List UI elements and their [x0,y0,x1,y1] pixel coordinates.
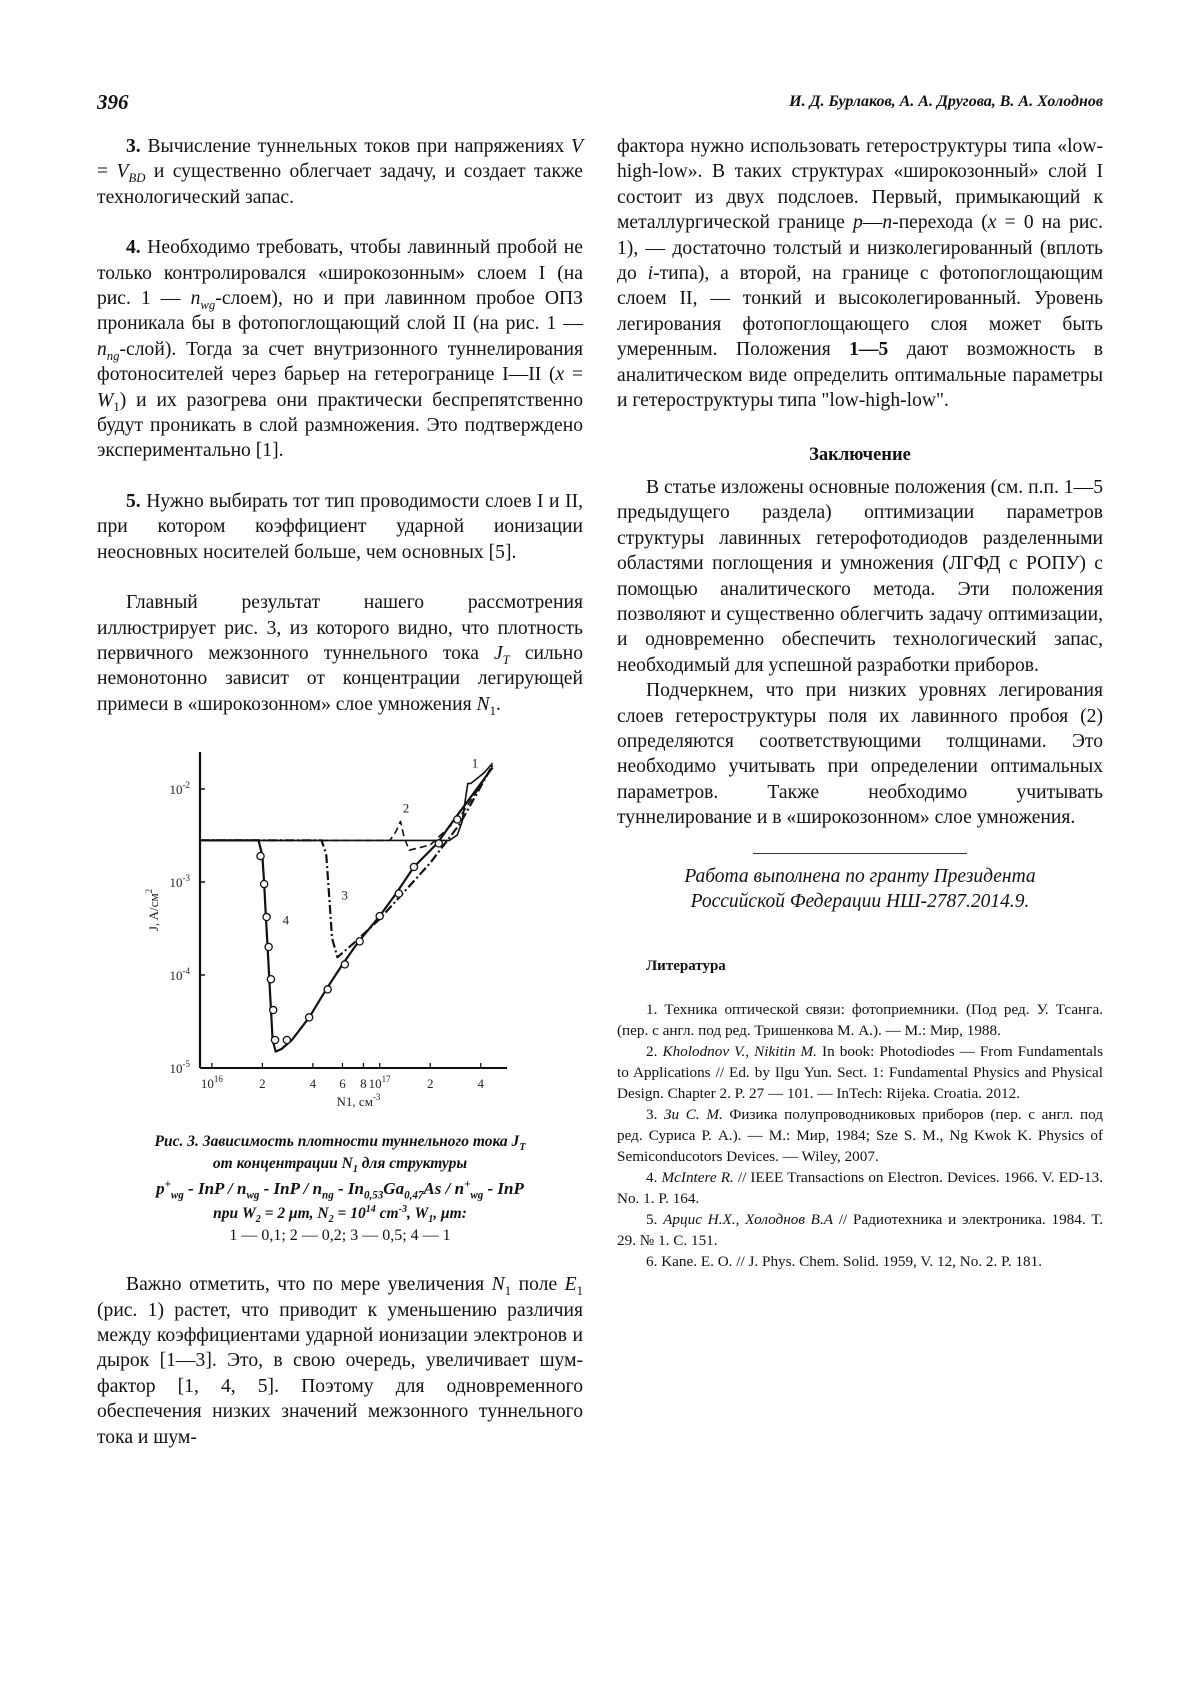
math-var: E [564,1274,577,1296]
x-tick-label: $10^{16}$ [200,1074,223,1092]
series-4-marker [271,1037,278,1044]
x-axis-title-exponent: -3 [372,1092,381,1103]
y-axis-title: J, $A/см^2$ [144,888,161,932]
math-sub: BD [128,171,146,186]
text: дают возможность в аналитическом виде определить оптимальные параметры и гетероструктуры типа "low-high-low". [617,339,1103,412]
series-4-marker [283,1037,290,1044]
ref-text: In book: Photodiodes — From Fundamentals to Applications // Ed. by Ilgu Yun. Sect. 1: Fundamental Physics and Physical Design. Chapter 2. P. 27 — 101. — InTech: Rijeka. Croatia. 2012. [617,1042,1103,1102]
math-sub: 1 [504,1284,512,1299]
text: = [564,364,584,386]
ref-num: 1. [646,1000,658,1018]
text: Вычисление туннельных токов при напряжениях [140,136,572,157]
series-4-marker [265,944,272,951]
text: ) и их разогрева они практически беспрепятственно будут проникать в слой размножения. Это подтверждено экспериментально [1]. [97,389,583,462]
math-sub: 2 [255,1214,261,1226]
series-4-marker [270,1007,277,1014]
section-title-conclusion: Заключение [809,445,911,466]
text: = 10 [333,1205,366,1223]
chart-svg [97,737,583,1127]
caption-line-1 [97,1131,583,1153]
series-4-marker [257,853,264,860]
y-tick-label: $10^{-4}$ [169,966,190,984]
ref-num: 5. [646,1210,658,1228]
math-sup: + [464,1178,471,1191]
bold-text: 1—5 [849,339,889,361]
math-sup: 14 [365,1203,376,1215]
reference-item [617,1209,1103,1251]
chart-axes [200,752,507,1068]
ref-authors: Kholodnov V., Nikitin M. [657,1042,817,1060]
y-tick-label: $10^{-3}$ [169,873,190,891]
math-var: i [647,263,654,285]
math-var: x [555,364,565,386]
text: cm [375,1205,399,1223]
math-sub: 0,47 [404,1189,424,1202]
text: p [156,1179,165,1199]
text: для структуры [357,1155,468,1173]
math-sub: 1 [576,1284,584,1299]
x-tick-label: 4 [477,1076,484,1092]
series-4-marker [395,890,402,897]
math-sub: wg [170,1189,184,1202]
text: = [97,161,117,183]
x-tick-exponent: 17 [381,1074,391,1085]
text: . [495,693,501,715]
text: -перехода ( [892,212,988,234]
divider [753,853,967,854]
text: Нужно выбирать тот тип проводимости слоев I и II, при котором коэффициент ударной ионизации неосновных носителей больше, чем основных [5]. [97,490,583,563]
math-var: n [97,338,107,360]
right-column [617,134,1103,1272]
y-tick-exponent: -2 [182,780,190,791]
series-4-marker [324,986,331,993]
math-var: N [476,693,490,715]
text: = 2 μm, N [260,1205,329,1223]
text: Ga [383,1179,405,1199]
text: -слой). Тогда за счет внутризонного туннелирования фотоносителей через барьер на гетерогранице I—II ( [97,338,583,386]
math-var: p [852,212,863,234]
series-4-marker [263,914,270,921]
math-var: V [571,136,583,157]
paragraph-item-5 [97,489,583,565]
grant-acknowledgement-line-1: Работа выполнена по гранту Президента [684,865,1036,887]
x-tick-label: 4 [309,1076,317,1092]
paragraph-item-4 [97,235,583,464]
caption-structure-formula [97,1175,583,1203]
ref-num: 4. [646,1168,658,1186]
series-3-label: 3 [341,887,348,903]
caption-line-2 [97,1153,583,1175]
math-sub: 1 [489,703,496,718]
y-axis-title-exponent: 2 [144,888,154,894]
x-tick-exponent: 16 [213,1074,223,1085]
paragraph-main-result [97,590,583,717]
item-number: 3. [126,136,141,157]
series-3-line [200,765,493,957]
reference-list [617,999,1103,1272]
math-sup: -3 [398,1203,407,1215]
math-sub: wg [200,297,216,312]
series-4-label: 4 [282,912,290,928]
x-tick-label: 2 [426,1076,434,1092]
math-sub: 0,53 [363,1189,384,1202]
text: и существенно облегчает задачу, и создает также технологический запас. [97,161,583,208]
text: -типа), а второй, на границе с фотопоглощающим слоем II, — тонкий и высоколегированный. Уровень легирования фотопоглощающего слоя может быть умеренным. Положения [617,263,1103,361]
text: поле [511,1274,565,1296]
math-sub: 1 [352,1164,358,1176]
series-4-marker [410,864,417,871]
caption-legend: 1 — 0,1; 2 — 0,2; 3 — 0,5; 4 — 1 [229,1227,451,1245]
math-sub: wg [246,1189,260,1202]
text: , μm: [433,1205,467,1223]
item-number: 5. [126,490,141,512]
paragraph-conclusion-2: Подчеркнем, что при низких уровнях легирования слоев гетероструктуры поля их лавинного пробоя (2) определяются соответствующими толщинами. Это необходимо учитывать при определении оптимальных параметров. Также необходимо учитывать туннелирование и в «широкозонном» слое умножения. [617,680,1103,829]
x-tick-label: 6 [339,1076,346,1092]
text: - InP [483,1179,524,1199]
math-sup: + [164,1178,171,1191]
math-sub: ng [106,348,120,363]
math-sub: T [519,1142,526,1154]
ref-num: 6. [646,1252,658,1270]
chart-curves [200,763,493,1052]
ref-authors: McIntere R. [657,1168,734,1186]
series-4-marker [261,881,268,888]
text: - InP / n [259,1179,323,1199]
series-1-label: 1 [471,755,479,771]
ref-text: // Радиотехника и электроника. 1984. Т. 29. № 1. С. 151. [617,1210,1103,1249]
text: Главный результат нашего рассмотрения иллюстрирует рис. 3, из которого видно, что плотность первичного межзонного туннельного тока [97,592,583,664]
math-var: V [116,161,129,183]
x-tick-label: $10^{17}$ [368,1074,391,1092]
text: Рис. 3. Зависимость плотности туннельного тока J [154,1133,520,1151]
series-2-label: 2 [402,800,410,816]
y-tick-label: $10^{-2}$ [169,780,190,798]
y-tick-exponent: -4 [182,966,190,977]
paragraph-continuation [617,134,1103,413]
text: Необходимо требовать, чтобы лавинный пробой не только контролировался «широкозонным» слоем I (на рис. 1 — [97,237,583,310]
series-4-marker [356,938,363,945]
figure-3 [97,737,583,1127]
caption-line-4 [97,1203,583,1225]
ref-text: Техника оптической связи: фотоприемники. (Под ред. У. Тсанга. (пер. с англ. под ред. Тришенкова М. А.). — М.: Мир, 1988. [617,1000,1103,1039]
math-var: n [882,212,893,234]
y-tick-exponent: -5 [182,1059,190,1070]
literature-title: Литература [646,957,726,974]
running-header [97,90,1103,120]
text: от концентрации N [212,1155,353,1173]
math-sub: 1 [428,1214,434,1226]
x-tick-label: 2 [259,1076,266,1092]
text: — [862,212,883,234]
math-var: J [493,642,503,664]
text: - In [333,1179,364,1199]
math-var: x [987,212,997,234]
math-var: N [491,1274,505,1296]
reference-item [617,999,1103,1041]
ref-num: 2. [646,1042,658,1060]
x-tick-label: 8 [360,1076,367,1092]
series-4-marker [376,913,383,920]
text: сильно немонотонно зависит от концентрации легирующей примеси в «широкозонном» слое умножения [97,642,583,715]
ref-num: 3. [646,1105,658,1123]
reference-item [617,1167,1103,1209]
y-tick-label: $10^{-5}$ [169,1059,190,1077]
ref-authors: Зи С. М. [657,1105,723,1123]
text: - InP / n [183,1179,247,1199]
text: , W [407,1205,429,1223]
series-4-marker [435,840,442,847]
text: (рис. 1) растет, что приводит к уменьшению различия между коэффициентами ударной ионизации электронов и дырок [1—3]. Это, в свою очередь, увеличивает шум-фактор [1, 4, 5]. Поэтому для одновременного обеспечения низких значений межзонного туннельного тока и шум- [97,1299,583,1448]
math-sub: 1 [113,399,120,414]
ref-text: Kane. E. O. // J. Phys. Chem. Solid. 1959, V. 12, No. 2. P. 181. [657,1252,1043,1270]
math-sub: wg [470,1189,484,1202]
series-4-marker [454,816,461,823]
series-4-marker [306,1014,313,1021]
math-sub: ng [322,1189,334,1202]
paragraph-important [97,1272,583,1450]
item-number: 4. [126,237,141,259]
series-4-marker [341,961,348,968]
reference-item [617,1104,1103,1167]
reference-item [617,1251,1103,1272]
ref-authors: Арцис Н.Х., Холоднов В.А [657,1210,834,1228]
running-header-authors: И. Д. Бурлаков, А. А. Другова, В. А. Холоднов [789,93,1103,110]
text: = 0 на рис. 1), — достаточно толстый и низколегированный (вплоть до [617,212,1103,285]
text: -слоем), но и при лавинном пробое ОПЗ проникала бы в фотопоглощающий слой II (на рис. 1 — [97,288,583,335]
math-var: n [190,288,201,310]
math-sub: T [502,652,510,667]
figure-caption [97,1131,583,1247]
ref-text: Физика полупроводниковых приборов (пер. с англ. под ред. Суриса Р. А.). — М.: Мир, 1984; Sze S. M., Ng Kwok K. Physics of Semiconducotors Devices. — Wiley, 2007. [617,1105,1103,1165]
left-column [97,134,583,1450]
chart-labels [144,756,484,1109]
text: фактора нужно использовать гетероструктуры типа «low-high-low». В таких структурах «широкозонный» слой I состоит из двух подслоев. Первый, примыкающий к металлургической границе [617,136,1103,234]
text: при W [213,1205,256,1223]
reference-item [617,1041,1103,1104]
grant-acknowledgement-line-2: Российской Федерации НШ-2787.2014.9. [690,890,1030,912]
page-number: 396 [97,90,129,114]
ref-text: // IEEE Transactions on Electron. Devices. 1966. V. ED-13. No. 1. P. 164. [617,1168,1103,1207]
series-4-line [200,768,493,1052]
paragraph-conclusion-1: В статье изложены основные положения (см. п.п. 1—5 предыдущего раздела) оптимизации параметров структуры лавинных гетерофотодиодов разделенными областями поглощения и умножения (ЛГФД с РОПУ) с помощью аналитического метода. Эти положения позволяют и существенно облегчить задачу оптимизации, и одновременно обеспечить технологический запас, необходимый для успешной разработки приборов. [617,476,1103,676]
text: As / n [423,1179,465,1199]
math-sub: 2 [328,1214,334,1226]
y-tick-exponent: -3 [182,873,190,884]
x-axis-title: N1, $см^{-3}$ [336,1092,381,1110]
math-var: W [97,389,114,411]
text: Важно отметить, что по мере увеличения [126,1274,492,1296]
series-4-marker [267,976,274,983]
paragraph-item-3 [97,134,583,210]
